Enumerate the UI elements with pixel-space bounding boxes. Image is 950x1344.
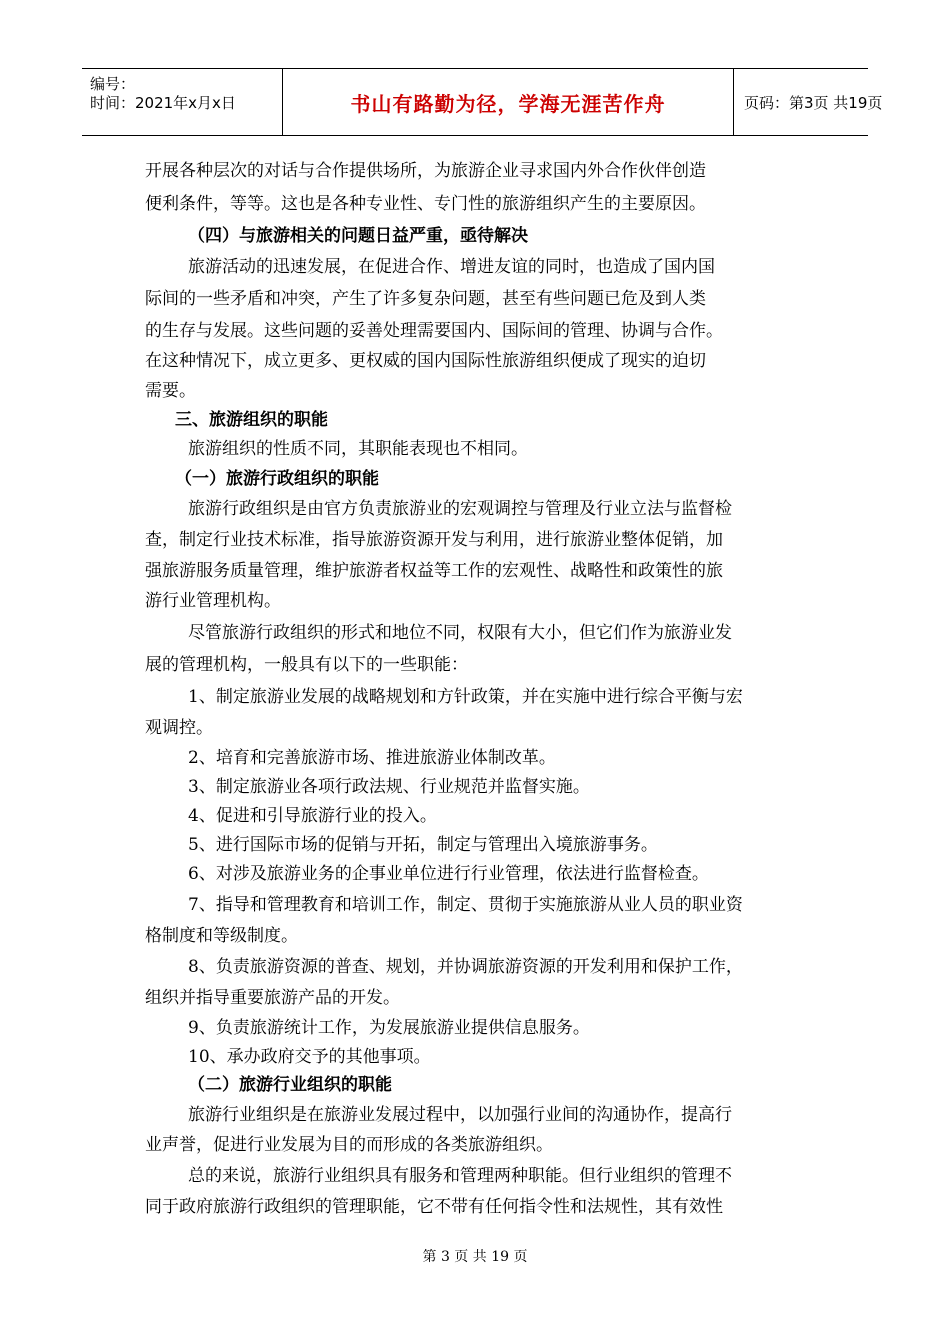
list-item: 7、指导和管理教育和培训工作，制定、贯彻于实施旅游从业人员的职业资 [188,895,743,915]
list-item: 4、促进和引导旅游行业的投入。 [188,806,437,826]
paragraph-line: 的生存与发展。这些问题的妥善处理需要国内、国际间的管理、协调与合作。 [145,321,723,341]
section-heading: （二）旅游行业组织的职能 [188,1075,392,1095]
list-item: 6、对涉及旅游业务的企事业单位进行行业管理，依法进行监督检查。 [188,864,709,884]
list-item: 8、负责旅游资源的普查、规划，并协调旅游资源的开发利用和保护工作， [188,957,743,977]
chapter-heading: 三、旅游组织的职能 [175,410,328,430]
list-item-continuation: 观调控。 [145,718,213,738]
paragraph-line: 旅游行业组织是在旅游业发展过程中，以加强行业间的沟通协作，提高行 [188,1105,732,1125]
document-number-label: 编号： [90,75,136,93]
document-header [82,68,883,136]
section-heading: （一）旅游行政组织的职能 [175,469,379,489]
paragraph-line: 同于政府旅游行政组织的管理职能，它不带有任何指令性和法规性，其有效性 [145,1197,723,1217]
header-meta-cell [82,69,282,135]
list-item: 1、制定旅游业发展的战略规划和方针政策，并在实施中进行综合平衡与宏 [188,687,743,707]
document-time-label: 时间：2021年x月x日 [90,94,236,112]
header-motto-cell [282,69,734,135]
list-item: 9、负责旅游统计工作，为发展旅游业提供信息服务。 [188,1018,590,1038]
list-item-continuation: 组织并指导重要旅游产品的开发。 [145,988,400,1008]
paragraph-line: 总的来说，旅游行业组织具有服务和管理两种职能。但行业组织的管理不 [188,1166,732,1186]
paragraph-line: 旅游行政组织是由官方负责旅游业的宏观调控与管理及行业立法与监督检 [188,499,732,519]
section-heading: （四）与旅游相关的问题日益严重，亟待解决 [188,226,528,246]
list-item: 5、进行国际市场的促销与开拓，制定与管理出入境旅游事务。 [188,835,658,855]
list-item: 10、承办政府交予的其他事项。 [188,1047,431,1067]
paragraph-line: 在这种情况下，成立更多、更权威的国内国际性旅游组织便成了现实的迫切 [145,351,706,371]
list-item: 3、制定旅游业各项行政法规、行业规范并监督实施。 [188,777,590,797]
paragraph-line: 游行业管理机构。 [145,591,281,611]
paragraph-line: 开展各种层次的对话与合作提供场所，为旅游企业寻求国内外合作伙伴创造 [145,161,706,181]
paragraph-line: 旅游活动的迅速发展，在促进合作、增进友谊的同时，也造成了国内国 [188,257,715,277]
paragraph-line: 际间的一些矛盾和冲突，产生了许多复杂问题，甚至有些问题已危及到人类 [145,289,706,309]
header-motto: 书山有路勤为径，学海无涯苦作舟 [350,91,666,116]
paragraph-line: 尽管旅游行政组织的形式和地位不同，权限有大小，但它们作为旅游业发 [188,623,732,643]
list-item: 2、培育和完善旅游市场、推进旅游业体制改革。 [188,748,556,768]
header-page-info: 页码：第3页 共19页 [744,93,883,112]
paragraph-line: 强旅游服务质量管理，维护旅游者权益等工作的宏观性、战略性和政策性的旅 [145,561,723,581]
paragraph-line: 业声誉，促进行业发展为目的而形成的各类旅游组织。 [145,1135,553,1155]
page-footer: 第 3 页 共 19 页 [422,1249,528,1265]
paragraph-line: 需要。 [145,381,196,401]
list-item-continuation: 格制度和等级制度。 [145,926,298,946]
paragraph-line: 查，制定行业技术标准，指导旅游资源开发与利用，进行旅游业整体促销，加 [145,530,723,550]
paragraph-line: 便利条件，等等。这也是各种专业性、专门性的旅游组织产生的主要原因。 [145,194,706,214]
paragraph-line: 展的管理机构，一般具有以下的一些职能： [145,655,468,675]
header-page-cell [734,69,883,135]
paragraph-line: 旅游组织的性质不同，其职能表现也不相同。 [188,439,528,459]
